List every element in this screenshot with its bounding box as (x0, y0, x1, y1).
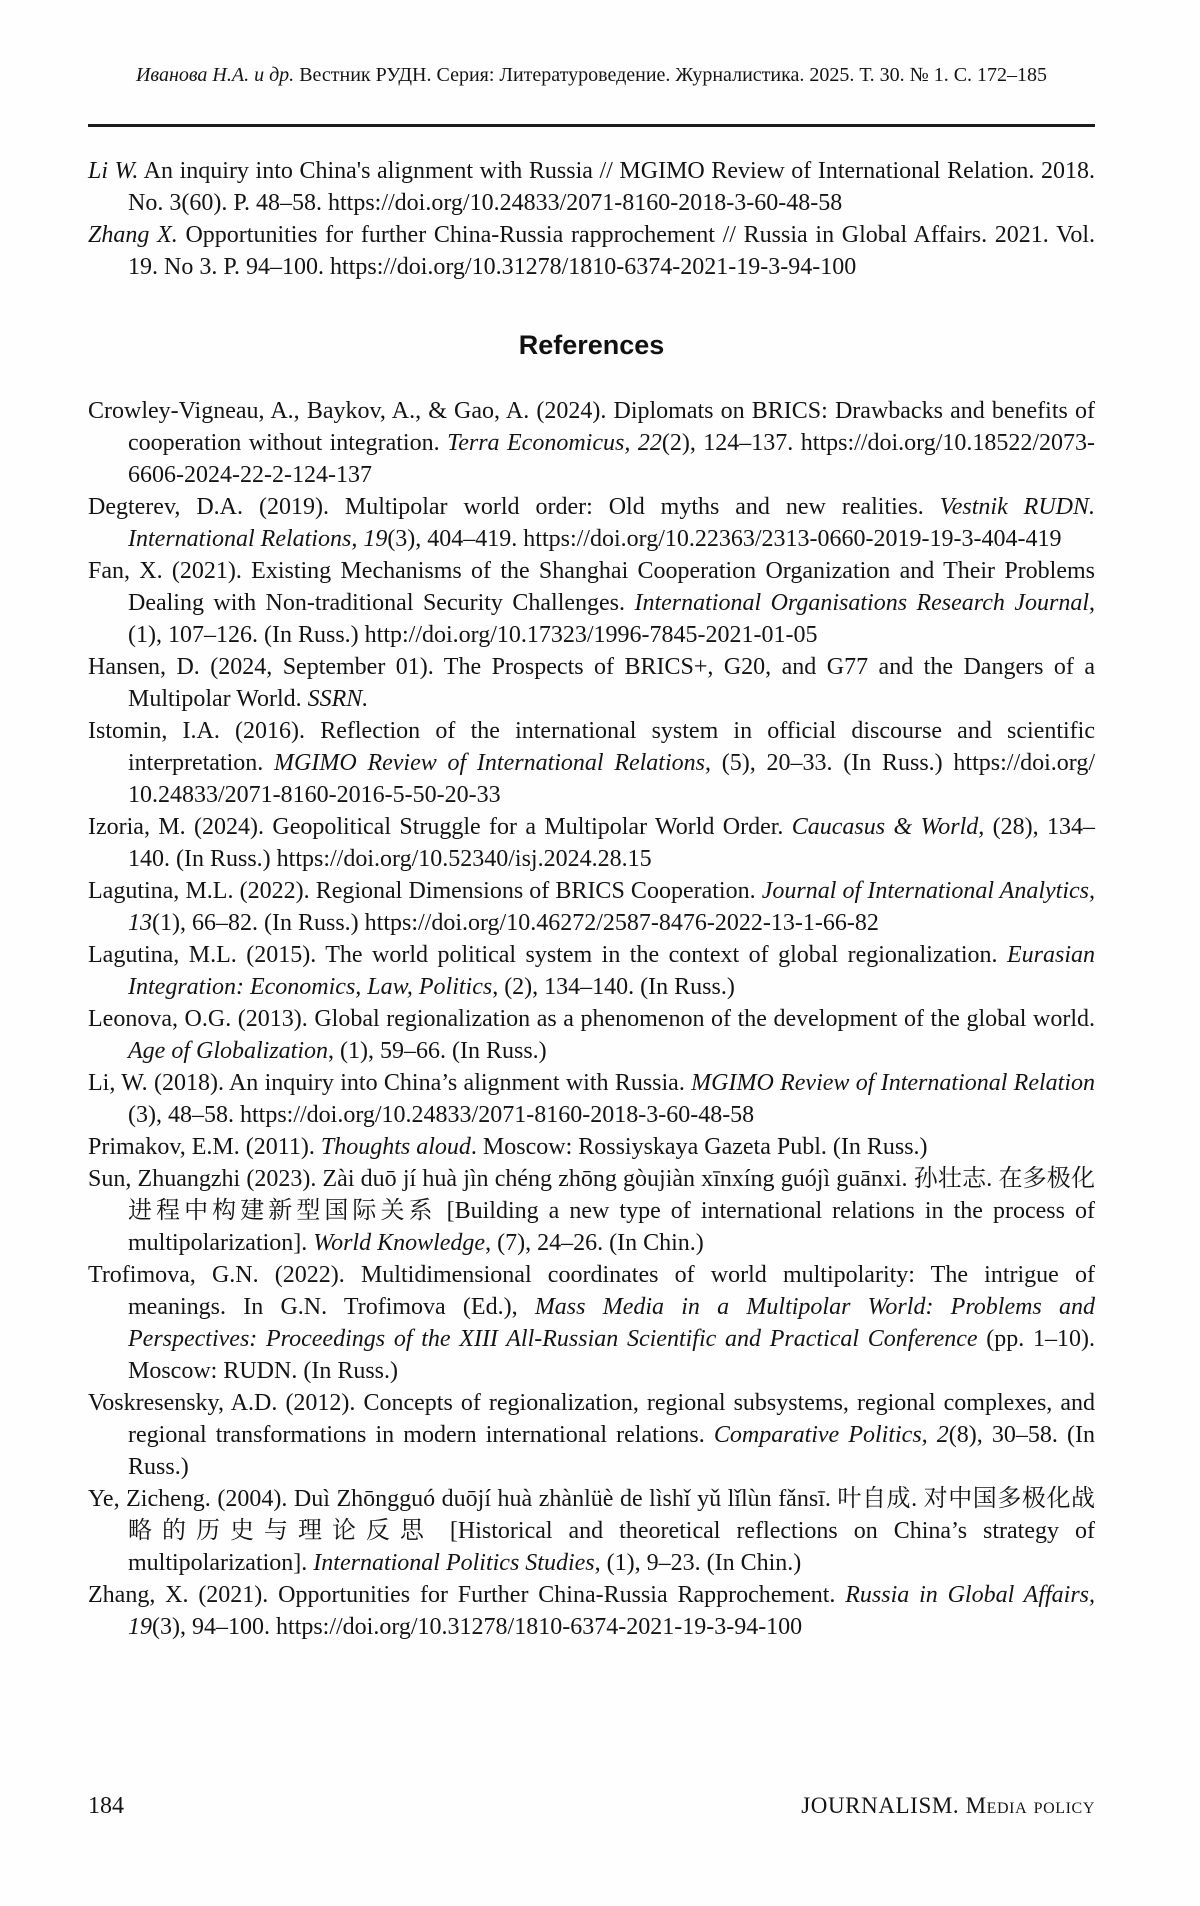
journal-section-main: JOURNALISM. (801, 1793, 966, 1818)
reference-text-segment: (8), 30–58. (In Russ.) (128, 1422, 1095, 1480)
reference-entry (88, 1131, 1095, 1163)
reference-italic-segment: MGIMO Review of International Relations (274, 750, 705, 776)
reference-text-segment: Trofimova, G.N. (2022). Multidimensional coordinates of world multipolarity: The intrigue of meanings. In G.N. Trofimova (Ed.), (88, 1262, 1095, 1320)
reference-text-segment: (28), 134–140. (In Russ.) https://doi.org/10.52340/isj.2024.28.15 (128, 814, 1095, 872)
running-head (88, 62, 1095, 88)
journal-section-sub: Media policy (965, 1793, 1095, 1818)
reference-italic-segment: Zhang X. (88, 222, 178, 248)
references-list (88, 395, 1095, 1643)
reference-text-segment: Sun, Zhuangzhi (2023). Zài duō jí huà jìn chéng zhōng gòujiàn xīnxíng guójì guānxi. 孙壮志. 在多极化进程中构建新型国际关系 [Building a new type of international relations in the process of multipolarization]. (88, 1166, 1095, 1256)
reference-italic-segment: Li W. (88, 158, 139, 184)
reference-entry (88, 395, 1095, 491)
reference-text-segment: Hansen, D. (2024, September 01). The Prospects of BRICS+, G20, and G77 and the Dangers of a Multipolar World. (88, 654, 1095, 712)
reference-text-segment: (3), 94–100. https://doi.org/10.31278/1810-6374-2021-19-3-94-100 (152, 1614, 803, 1640)
reference-italic-segment: World Knowledge (313, 1230, 486, 1256)
page-footer (88, 1792, 1095, 1820)
page-number: 184 (88, 1793, 124, 1819)
reference-text-segment: Ye, Zicheng. (2004). Duì Zhōngguó duōjí huà zhànlüè de lìshǐ yǔ lǐlùn fǎnsī. 叶自成. 对中国多极化战略的历史与理论反思 [Historical and theoretical reflections on China’s strategy of multipolarization]. (88, 1486, 1095, 1576)
reference-text-segment: (2), 124–137. https://doi.org/10.18522/2073-6606-2024-22-2-124-137 (128, 430, 1096, 488)
reference-italic-segment: Vestnik RUDN. International Relations, 19 (128, 494, 1096, 552)
reference-italic-segment: MGIMO Review of International Relation (691, 1070, 1095, 1096)
reference-text-segment: , (1), 9–23. (In Chin.) (594, 1550, 802, 1576)
running-head-authors: Иванова Н.А. и др. (135, 64, 295, 86)
reference-text-segment: Primakov, E.M. (2011). (88, 1134, 321, 1160)
reference-italic-segment: Terra Economicus, 22 (447, 430, 662, 456)
reference-italic-segment: International Organisations Research Journal (634, 590, 1089, 616)
reference-entry (88, 651, 1095, 715)
reference-italic-segment: Eurasian Integration: Economics, Law, Politics (128, 942, 1095, 1000)
reference-text-segment: Li, W. (2018). An inquiry into China’s alignment with Russia. (88, 1070, 692, 1096)
reference-text-segment: Voskresensky, A.D. (2012). Concepts of regionalization, regional subsystems, regional complexes, and regional transformations in modern international relations. (88, 1390, 1095, 1448)
reference-entry (88, 875, 1095, 939)
reference-text-segment: , (5), 20–33. (In Russ.) https://doi.org/ 10.24833/2071-8160-2016-5-50-20-33 (128, 750, 1096, 808)
reference-text-segment: Lagutina, M.L. (2022). Regional Dimensions of BRICS Cooperation. (88, 878, 762, 904)
reference-italic-segment: Journal of International Analytics, 13 (128, 878, 1095, 936)
reference-text-segment: Zhang, X. (2021). Opportunities for Further China-Russia Rapprochement. (88, 1582, 846, 1608)
gost-references-list (88, 155, 1095, 283)
reference-text-segment: , (1), 107–126. (In Russ.) http://doi.org/10.17323/1996-7845-2021-01-05 (128, 590, 1095, 648)
reference-entry (88, 1579, 1095, 1643)
references-heading: References (518, 330, 665, 360)
reference-text-segment: , (2), 134–140. (In Russ.) (492, 974, 735, 1000)
reference-entry (88, 1387, 1095, 1483)
reference-text-segment: Lagutina, M.L. (2015). The world political system in the context of global regionalization. (88, 942, 1007, 968)
reference-italic-segment: Comparative Politics, 2 (713, 1422, 949, 1448)
reference-entry (88, 1003, 1095, 1067)
reference-text-segment: Crowley-Vigneau, A., Baykov, A., & Gao, A. (2024). Diplomats on BRICS: Drawbacks and benefits of cooperation without integration. (88, 398, 1095, 456)
reference-italic-segment: Age of Globalization (128, 1038, 328, 1064)
reference-text-segment: (1), 66–82. (In Russ.) https://doi.org/10.46272/2587-8476-2022-13-1-66-82 (152, 910, 879, 936)
reference-entry (88, 155, 1095, 219)
reference-entry (88, 491, 1095, 555)
reference-text-segment: Leonova, O.G. (2013). Global regionalization as a phenomenon of the development of the global world. (88, 1006, 1095, 1032)
reference-text-segment: (3), 48–58. https://doi.org/10.24833/2071-8160-2018-3-60-48-58 (128, 1102, 755, 1128)
header-rule (88, 124, 1095, 127)
reference-entry (88, 219, 1095, 283)
reference-text-segment: (pp. 1–10). Moscow: RUDN. (In Russ.) (128, 1326, 1096, 1384)
reference-entry (88, 555, 1095, 651)
reference-text-segment: . Moscow: Rossiyskaya Gazeta Publ. (In Russ.) (470, 1134, 928, 1160)
reference-text-segment: (3), 404–419. https://doi.org/10.22363/2313-0660-2019-19-3-404-419 (387, 526, 1062, 552)
reference-text-segment: Istomin, I.A. (2016). Reflection of the international system in official discourse and scientific interpretation. (88, 718, 1095, 776)
reference-text-segment: Degterev, D.A. (2019). Multipolar world order: Old myths and new realities. (88, 494, 940, 520)
reference-italic-segment: Caucasus & World, (791, 814, 985, 840)
reference-entry (88, 1163, 1095, 1259)
reference-italic-segment: International Politics Studies (313, 1550, 595, 1576)
running-head-journal: Вестник РУДН. Серия: Литературоведение. Журналистика. 2025. Т. 30. № 1. С. 172–185 (294, 64, 1048, 86)
reference-entry (88, 715, 1095, 811)
reference-text-segment: , (7), 24–26. (In Chin.) (485, 1230, 704, 1256)
reference-entry (88, 811, 1095, 875)
journal-section-label (801, 1792, 1095, 1820)
reference-italic-segment: Mass Media in a Multipolar World: Problems and Perspectives: Proceedings of the XIII All-Russian Scientific and Practical Conference (128, 1294, 1095, 1352)
reference-italic-segment: SSRN. (307, 686, 369, 712)
reference-entry (88, 1067, 1095, 1131)
reference-italic-segment: Thoughts aloud (320, 1134, 471, 1160)
reference-entry (88, 1483, 1095, 1579)
reference-text-segment: Fan, X. (2021). Existing Mechanisms of the Shanghai Cooperation Organization and Their Problems Dealing with Non-traditional Security Challenges. (88, 558, 1095, 616)
reference-entry (88, 939, 1095, 1003)
reference-text-segment: Izoria, M. (2024). Geopolitical Struggle for a Multipolar World Order. (88, 814, 792, 840)
reference-entry (88, 1259, 1095, 1387)
reference-italic-segment: Russia in Global Affairs, 19 (128, 1582, 1095, 1640)
reference-text-segment: , (1), 59–66. (In Russ.) (328, 1038, 547, 1064)
reference-text-segment: An inquiry into China's alignment with Russia // MGIMO Review of International Relation. 2018. No. 3(60). P. 48–58. https://doi.org/10.24833/2071-8160-2018-3-60-48-58 (128, 158, 1095, 216)
reference-text-segment: Opportunities for further China-Russia rapprochement // Russia in Global Affairs. 2021. Vol. 19. No 3. P. 94–100. https://doi.org/10.31278/1810-6374-2021-19-3-94-100 (128, 222, 1095, 280)
